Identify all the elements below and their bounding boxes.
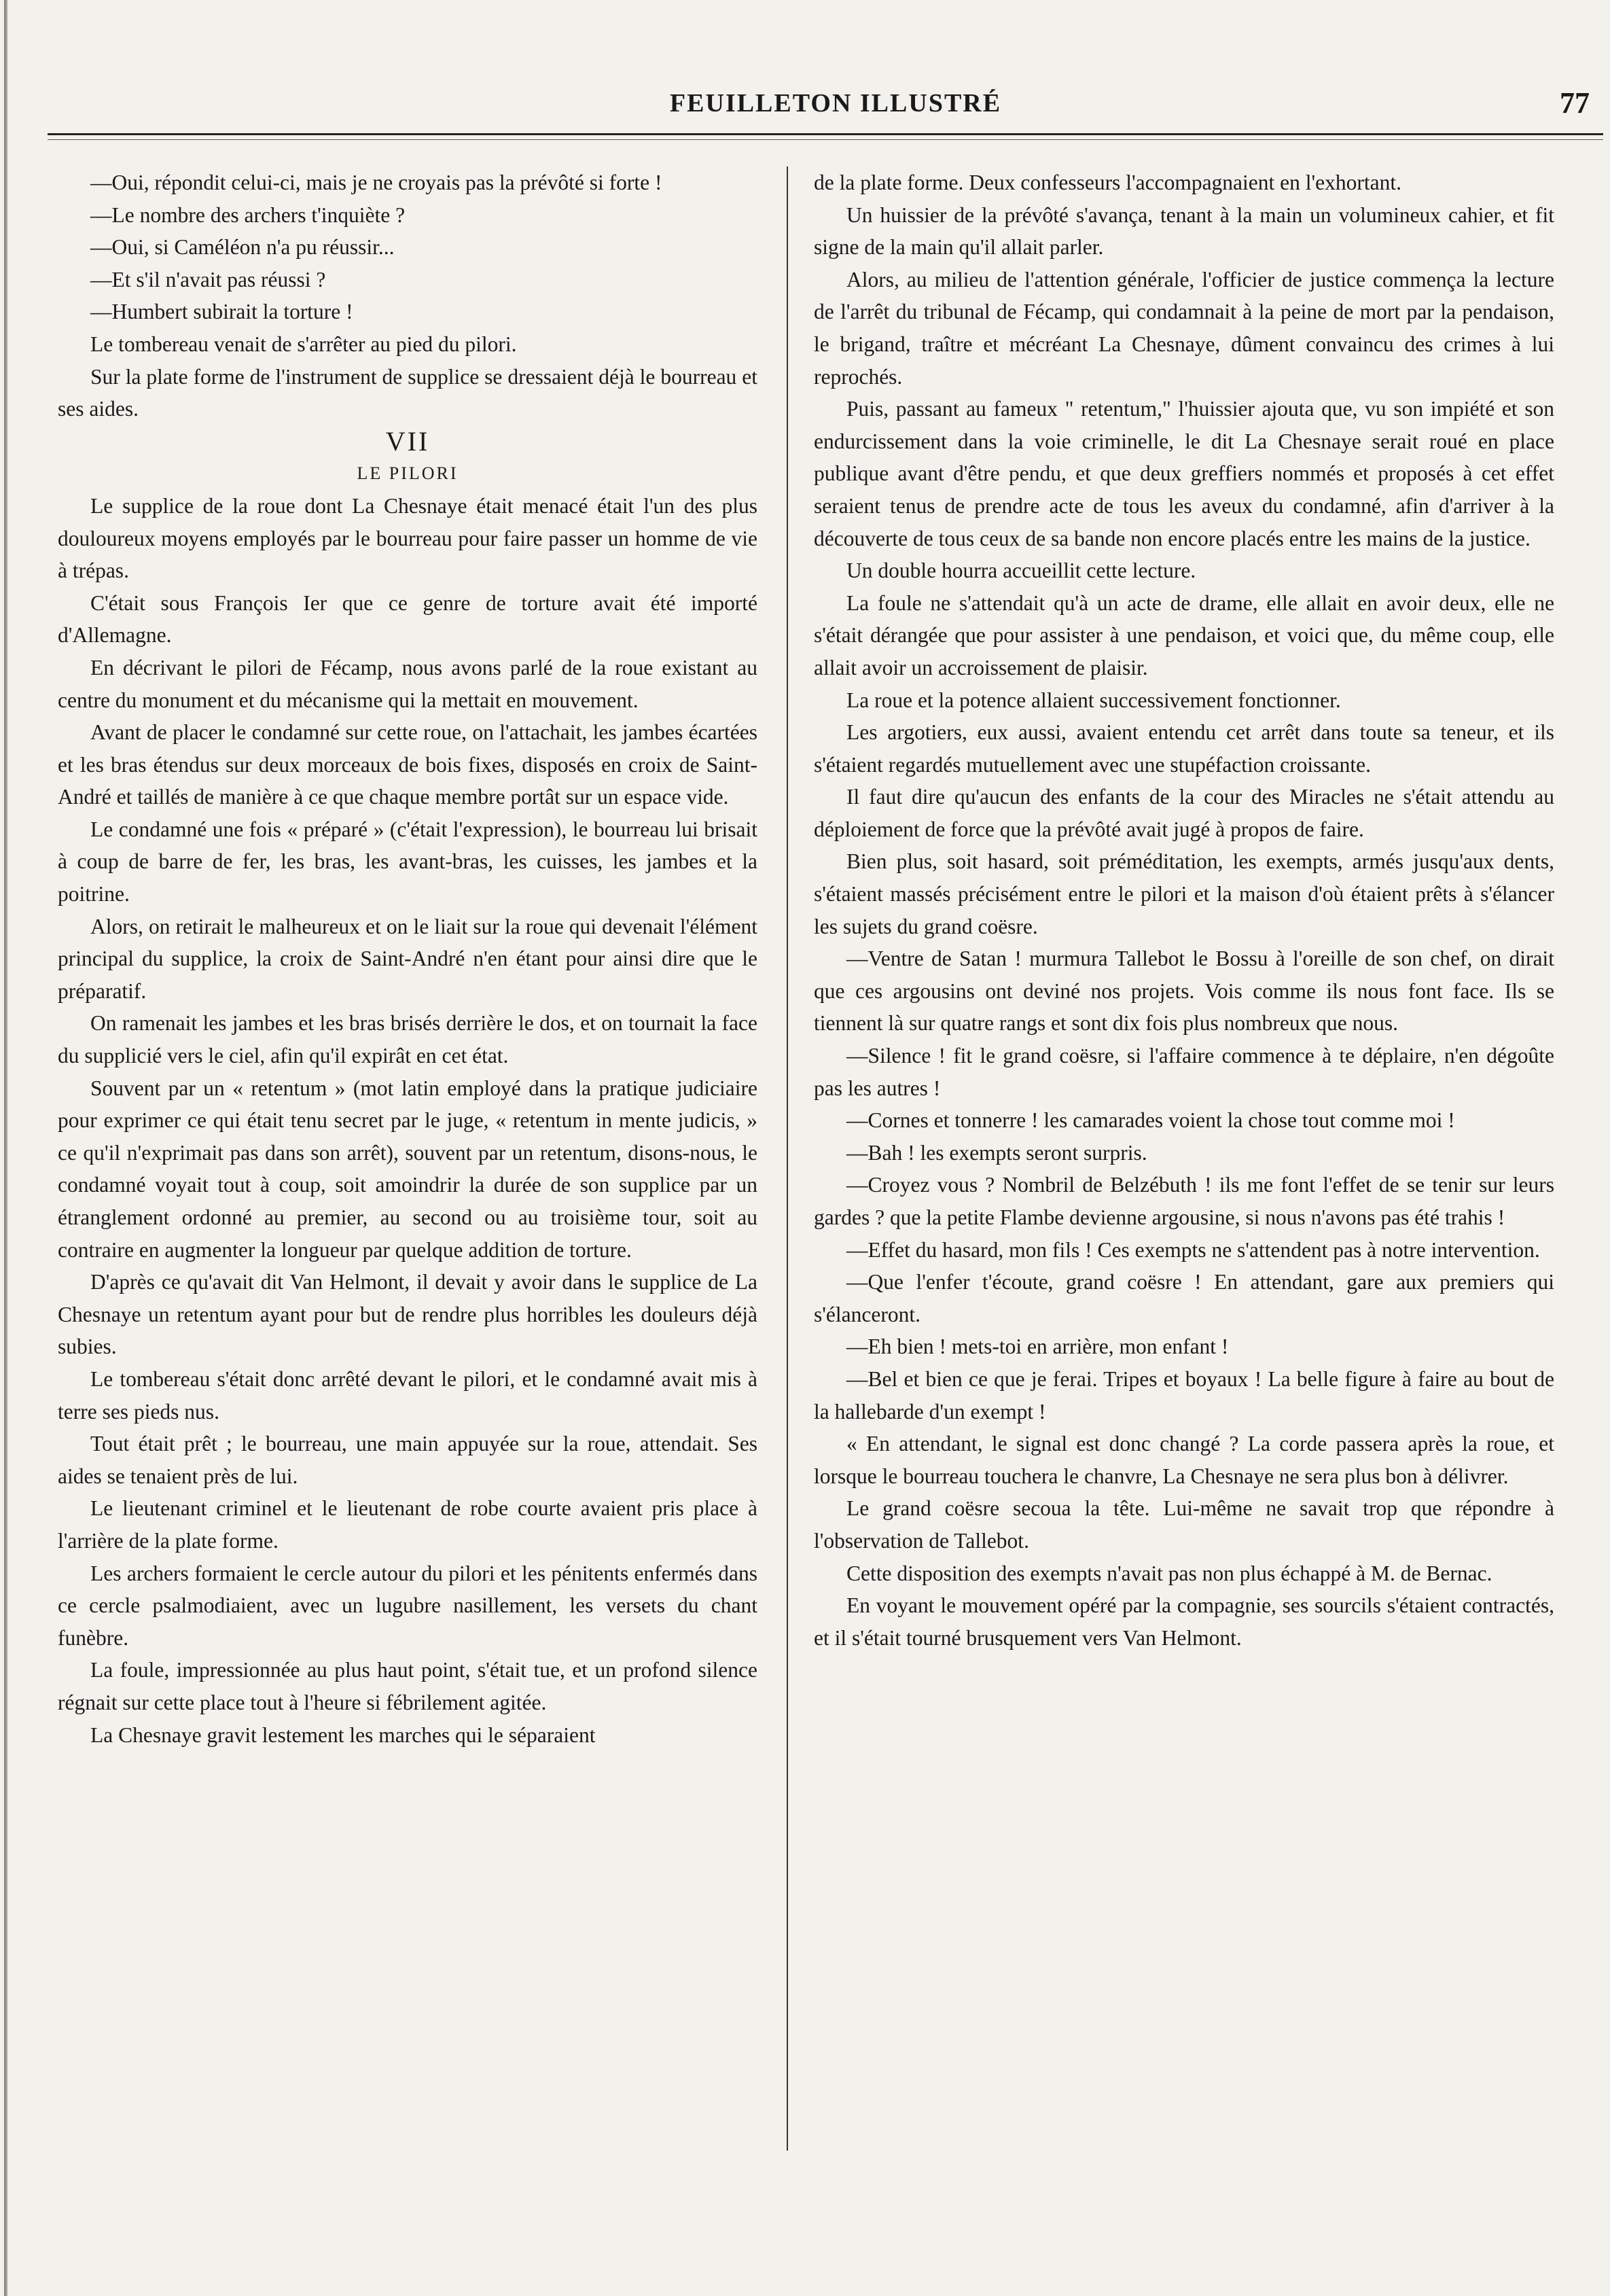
paragraph: Le supplice de la roue dont La Chesnaye était menacé était l'un des plus douloureux moyens employés par le bourreau pour faire passer un homme de vie à trépas. [58, 493, 757, 583]
paragraph: Alors, au milieu de l'attention générale, l'officier de justice commença la lecture de l'arrêt du tribunal de Fécamp, qui condamnait à la peine de mort par la pendaison, le brigand, traître et mécréant La Chesnaye, dûment convaincu des crimes à lui reprochés. [814, 267, 1554, 389]
paragraph: En voyant le mouvement opéré par la compagnie, ses sourcils s'étaient contractés, et il s'était tourné brusquement vers Van Helmont. [814, 1593, 1554, 1650]
right-column [814, 166, 1554, 1654]
paragraph: Le lieutenant criminel et le lieutenant de robe courte avaient pris place à l'arrière de la plate forme. [58, 1496, 757, 1553]
header-rule [48, 133, 1603, 135]
paragraph: —Effet du hasard, mon fils ! Ces exempts ne s'attendent pas à notre intervention. [846, 1237, 1540, 1262]
chapter-number: VII [385, 425, 430, 457]
paragraph: —Cornes et tonnerre ! les camarades voient la chose tout comme moi ! [846, 1108, 1455, 1133]
paragraph: —Oui, si Caméléon n'a pu réussir... [90, 235, 395, 260]
paragraph: La Chesnaye gravit lestement les marches qui le séparaient [90, 1723, 596, 1747]
right-column-continuation: de la plate forme. Deux confesseurs l'accompagnaient en l'exhortant. [814, 171, 1402, 194]
paragraph: —Bel et bien ce que je ferai. Tripes et boyaux ! La belle figure à faire au bout de la hallebarde d'un exempt ! [814, 1366, 1554, 1424]
paragraph: Le tombereau s'était donc arrêté devant le pilori, et le condamné avait mis à terre ses pieds nus. [58, 1366, 757, 1424]
paragraph: —Ventre de Satan ! murmura Tallebot le Bossu à l'oreille de son chef, on dirait que ces argousins ont deviné nos projets. Vois comme ils nous font face. Ils se tiennent là sur quatre rangs et sont dix fois plus nombreux que nous. [814, 947, 1554, 1036]
running-head: FEUILLETON ILLUSTRÉ [669, 89, 1002, 118]
page-header [48, 88, 1610, 129]
paragraph: Bien plus, soit hasard, soit préméditation, les exempts, armés jusqu'aux dents, s'étaient massés précisément entre le pilori et la maison d'où étaient prêts à s'élancer les sujets du grand coësre. [814, 849, 1554, 938]
paragraph: —Et s'il n'avait pas réussi ? [90, 267, 326, 292]
paragraph: Le condamné une fois « préparé » (c'était l'expression), le bourreau lui brisait à coup de barre de fer, les bras, les avant-bras, les cuisses, les jambes et la poitrine. [58, 817, 757, 906]
paragraph: Tout était prêt ; le bourreau, une main appuyée sur la roue, attendait. Ses aides se tenaient près de lui. [58, 1432, 757, 1488]
page-binding-edge [4, 0, 8, 2296]
paragraph: Le grand coësre secoua la tête. Lui-même ne savait trop que répondre à l'observation de Tallebot. [814, 1496, 1554, 1553]
paragraph: En décrivant le pilori de Fécamp, nous avons parlé de la roue existant au centre du monument et du mécanisme qui la mettait en mouvement. [58, 655, 757, 712]
paragraph: Avant de placer le condamné sur cette roue, on l'attachait, les jambes écartées et les bras étendus sur deux morceaux de bois fixes, disposés en croix de Saint-André et taillés de manière à ce que chaque membre portât sur un espace vide. [58, 720, 757, 809]
paragraph: —Humbert subirait la torture ! [90, 300, 353, 324]
paragraph: Le tombereau venait de s'arrêter au pied du pilori. [90, 332, 517, 356]
left-column-opening-dialogue [58, 166, 757, 425]
paragraph: D'après ce qu'avait dit Van Helmont, il devait y avoir dans le supplice de La Chesnaye un retentum ayant pour but de rendre plus horribles les douleurs déjà subies. [58, 1270, 757, 1359]
chapter-title: LE PILORI [357, 463, 459, 484]
paragraph: On ramenait les jambes et les bras brisés derrière le dos, et on tournait la face du supplicié vers le ciel, afin qu'il expirât en cet état. [58, 1011, 757, 1068]
paragraph: Puis, passant au fameux " retentum," l'huissier ajouta que, vu son impiété et son endurcissement dans la voie criminelle, le dit La Chesnaye serait roué en place publique avant d'être pendu, et que deux greffiers nommés et proposés à cet effet seraient tenus de prendre acte de tous les aveux du condamné, afin d'arriver à la découverte de tous ceux de sa bande non encore placés entre les mains de la justice. [814, 397, 1554, 550]
paragraph: —Eh bien ! mets-toi en arrière, mon enfant ! [846, 1335, 1229, 1359]
left-column-chapter-text [58, 490, 757, 1751]
paragraph: Un huissier de la prévôté s'avança, tenant à la main un volumineux cahier, et fit signe de la main qu'il allait parler. [814, 202, 1554, 260]
paragraph: La foule ne s'attendait qu'à un acte de drame, elle allait en avoir deux, elle ne s'était dérangée que pour assister à une pendaison, et voici que, du même coup, elle allait avoir un accroissement de plaisir. [814, 590, 1554, 679]
header-rule-thin [48, 139, 1603, 140]
column-divider [787, 166, 788, 2151]
paragraph: « En attendant, le signal est donc changé ? La corde passera après la roue, et lorsque le bourreau touchera le chanvre, La Chesnaye ne sera plus bon à délivrer. [814, 1432, 1554, 1488]
paragraph: —Croyez vous ? Nombril de Belzébuth ! ils me font l'effet de se tenir sur leurs gardes ? que la petite Flambe devienne argousine, si nous n'avons pas été trahis ! [814, 1173, 1554, 1229]
paragraph: —Oui, répondit celui-ci, mais je ne croyais pas la prévôté si forte ! [90, 171, 662, 194]
left-column [58, 166, 757, 1751]
right-column-text [814, 199, 1554, 1655]
paragraph: Les argotiers, eux aussi, avaient entendu cet arrêt dans toute sa teneur, et ils s'étaient regardés mutuellement avec une stupéfaction croissante. [814, 720, 1554, 777]
paragraph: Cette disposition des exempts n'avait pas non plus échappé à M. de Bernac. [846, 1561, 1492, 1585]
paragraph: —Bah ! les exempts seront surpris. [846, 1140, 1147, 1165]
paragraph: La foule, impressionnée au plus haut point, s'était tue, et un profond silence régnait sur cette place tout à l'heure si fébrilement agitée. [58, 1658, 757, 1714]
paragraph: Les archers formaient le cercle autour du pilori et les pénitents enfermés dans ce cercle psalmodiaient, avec un lugubre nasillement, les versets du chant funèbre. [58, 1561, 757, 1650]
paragraph: —Que l'enfer t'écoute, grand coësre ! En attendant, gare aux premiers qui s'élanceront. [814, 1270, 1554, 1326]
paragraph: Sur la plate forme de l'instrument de supplice se dressaient déjà le bourreau et ses aides. [58, 364, 757, 421]
paragraph: —Silence ! fit le grand coësre, si l'affaire commence à te déplaire, n'en dégoûte pas les autres ! [814, 1044, 1554, 1100]
paragraph: C'était sous François Ier que ce genre de torture avait été importé d'Allemagne. [58, 590, 757, 648]
paragraph: Un double hourra accueillit cette lecture. [846, 559, 1196, 583]
page-number: 77 [1560, 86, 1590, 120]
paragraph: Souvent par un « retentum » (mot latin employé dans la pratique judiciaire pour exprimer ce qui était tenu secret par le juge, « retentum in mente judicis, » ce qu'il n'exprimait pas dans son arrêt), souvent par un retentum, disons-nous, le condamné voyait tout à coup, soit amoindrir la durée de son supplice par un étranglement ordonné au premier, au second ou au troisième tour, soit au contraire en augmenter la longueur par quelque addition de torture. [58, 1076, 757, 1262]
paragraph: —Le nombre des archers t'inquiète ? [90, 202, 406, 227]
paragraph: La roue et la potence allaient successivement fonctionner. [846, 688, 1341, 712]
paragraph: Il faut dire qu'aucun des enfants de la cour des Miracles ne s'était attendu au déploiement de force que la prévôté avait jugé à propos de faire. [814, 785, 1554, 841]
paragraph: Alors, on retirait le malheureux et on le liait sur la roue qui devenait l'élément principal du supplice, la croix de Saint-André n'en étant pour ainsi dire que le préparatif. [58, 914, 757, 1003]
